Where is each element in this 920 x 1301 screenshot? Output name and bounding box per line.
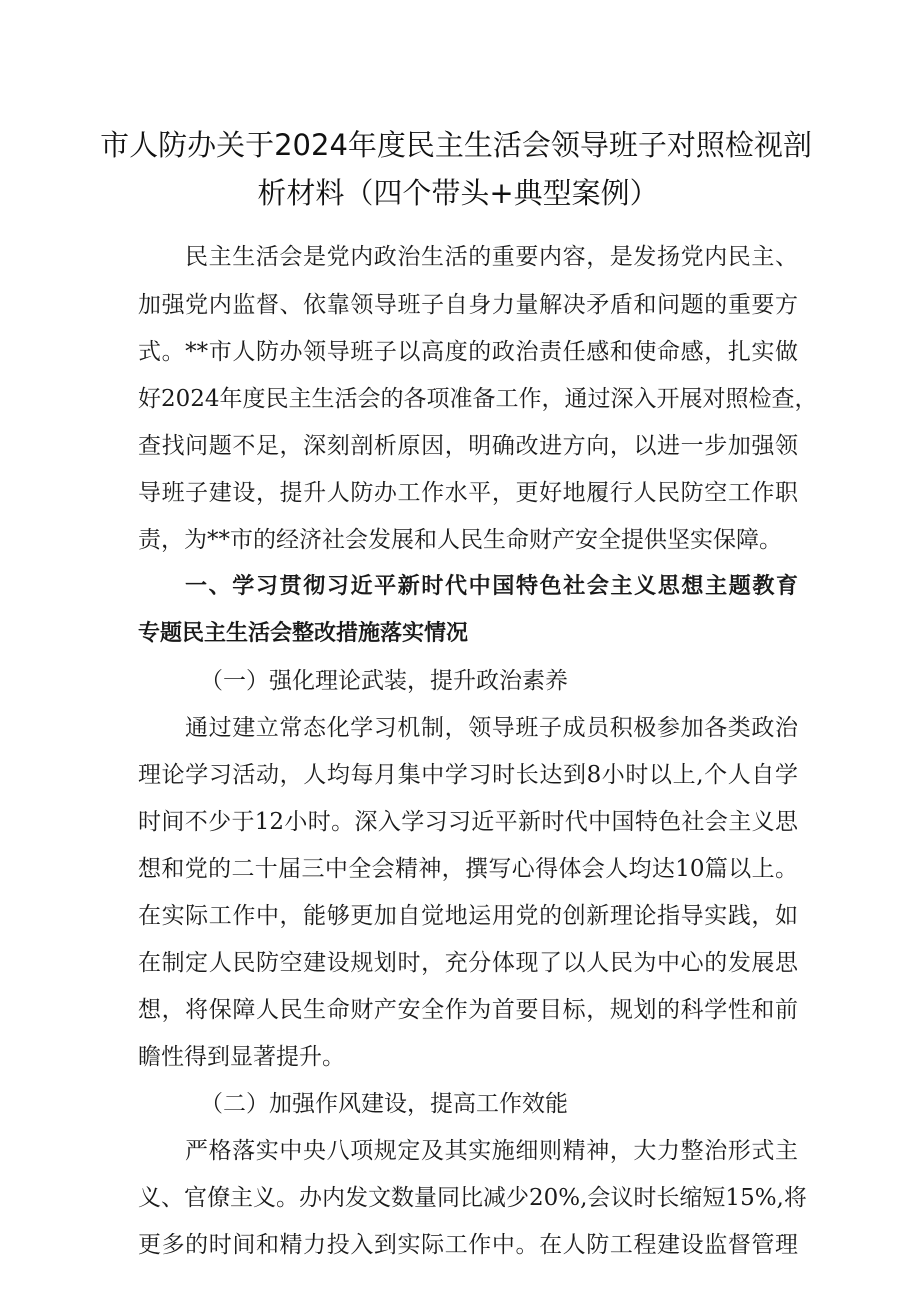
paragraph-line: 时间不少于12小时。深入学习习近平新时代中国特色社会主义思 (138, 809, 798, 835)
paragraph-line: 想，将保障人民生命财产安全作为首要目标，规划的科学性和前 (138, 997, 798, 1023)
subsection-heading: （一）强化理论武装，提升政治素养 (200, 668, 568, 694)
paragraph-line: 民主生活会是党内政治生活的重要内容，是发扬党内民主、 (185, 244, 798, 270)
document-title-line2: 析材料（四个带头+典型案例） (257, 176, 659, 210)
paragraph-line: 通过建立常态化学习机制，领导班子成员积极参加各类政治 (185, 715, 798, 741)
paragraph-line: 责，为**市的经济社会发展和人民生命财产安全提供坚实保障。 (138, 527, 782, 553)
section-heading-line: 专题民主生活会整改措施落实情况 (138, 621, 469, 646)
paragraph-line: 严格落实中央八项规定及其实施细则精神，大力整治形式主 (185, 1138, 798, 1164)
document-title-line1: 市人防办关于2024年度民主生活会领导班子对照检视剖 (100, 128, 812, 162)
paragraph-line: 在制定人民防空建设规划时，充分体现了以人民为中心的发展思 (138, 950, 798, 976)
section-heading-line: 一、学习贯彻习近平新时代中国特色社会主义思想主题教育 (185, 574, 798, 599)
paragraph-line: 式。**市人防办领导班子以高度的政治责任感和使命感，扎实做 (138, 339, 798, 365)
paragraph-line: 更多的时间和精力投入到实际工作中。在人防工程建设监督管理 (138, 1232, 798, 1258)
paragraph-line: 瞻性得到显著提升。 (138, 1044, 345, 1070)
paragraph-line: 想和党的二十届三中全会精神，撰写心得体会人均达10篇以上。 (138, 856, 798, 882)
paragraph-line: 义、官僚主义。办内发文数量同比减少20%,会议时长缩短15%,将 (138, 1185, 807, 1211)
paragraph-line: 理论学习活动，人均每月集中学习时长达到8小时以上,个人自学 (138, 762, 798, 788)
paragraph-line: 导班子建设，提升人防办工作水平，更好地履行人民防空工作职 (138, 480, 798, 506)
paragraph-line: 查找问题不足，深刻剖析原因，明确改进方向，以进一步加强领 (138, 433, 798, 459)
paragraph-line: 好2024年度民主生活会的各项准备工作，通过深入开展对照检查， (138, 386, 818, 412)
subsection-heading: （二）加强作风建设，提高工作效能 (200, 1091, 568, 1117)
paragraph-line: 在实际工作中，能够更加自觉地运用党的创新理论指导实践，如 (138, 903, 798, 929)
paragraph-line: 加强党内监督、依靠领导班子自身力量解决矛盾和问题的重要方 (138, 292, 798, 318)
